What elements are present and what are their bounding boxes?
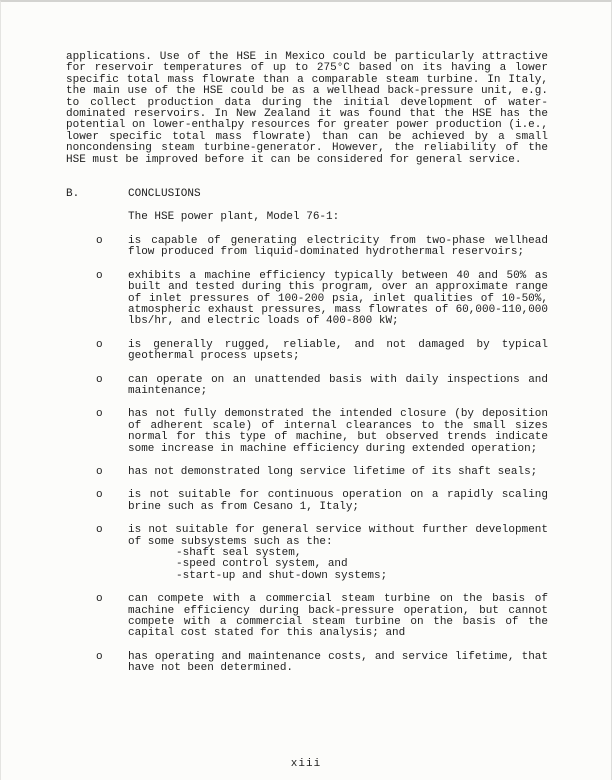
bullet-item (66, 236, 548, 259)
sub-item-list (176, 548, 548, 582)
bullet-marker: o (96, 269, 103, 282)
bullet-marker: o (96, 408, 103, 421)
intro-paragraph: applications. Use of the HSE in Mexico could be particularly attractive for reservoir temperatures of up to 275°C based on its having a lower specific total mass flowrate than a comparable steam turbine. In Italy, the main use of the HSE could be as a wellhead back-pressure unit, e.g. to collect production data during the initial development of water-dominated reservoirs. In New Zealand it was found that the HSE has the potential on lower-enthalpy resources for greater power production (i.e., lower specific total mass flowrate) than can be achieved by a small noncondensing steam turbine-generator. However, the reliability of the HSE must be improved before it can be considered for general service. (66, 51, 548, 166)
bullet-marker: o (96, 650, 103, 663)
section-heading (66, 189, 548, 200)
bullet-text: has not fully demonstrated the intended closure (by deposition of adherent scale) of internal clearances to the small sizes normal for this type of machine, but observed trends indicate some increase in machine efficiency during extended operation; (128, 408, 548, 455)
section-label: B. (66, 188, 80, 201)
sub-item: -speed control system, and (176, 558, 348, 571)
bullet-text: has operating and maintenance costs, and service lifetime, that have not been determined. (128, 650, 548, 675)
bullet-text (128, 525, 548, 582)
bullet-text: is capable of generating electricity from two-phase wellhead flow produced from liquid-dominated hydrothermal reservoirs; (128, 234, 548, 259)
page-content (66, 52, 548, 675)
bullet-marker: o (96, 373, 103, 386)
bullet-text: is generally rugged, reliable, and not damaged by typical geothermal process upsets; (128, 338, 548, 363)
bullet-item (66, 409, 548, 455)
bullet-text: is not suitable for continuous operation on a rapidly scaling brine such as from Cesano 1, Italy; (128, 489, 548, 513)
page-number: xiii (290, 758, 322, 770)
bullet-marker: o (96, 524, 103, 537)
bullet-marker: o (96, 234, 103, 247)
section-title: CONCLUSIONS (128, 188, 201, 201)
bullet-marker: o (96, 489, 103, 502)
bullet-marker: o (96, 593, 103, 606)
bullet-marker: o (96, 465, 103, 478)
bullet-item (66, 652, 548, 675)
bullet-item (66, 375, 548, 398)
bullet-item (66, 525, 548, 582)
bullet-item (66, 594, 548, 640)
bullet-item (66, 340, 548, 363)
bullet-text: has not demonstrated long service lifetime of its shaft seals; (128, 465, 538, 478)
lead-in-line: The HSE power plant, Model 76-1: (128, 211, 340, 224)
bullet-item (66, 467, 548, 478)
bullet-text: exhibits a machine efficiency typically between 40 and 50% as built and tested during this program, over an approximate range of inlet pressures of 100-200 psia, inlet qualities of 10-50%, atmospheric exhaust pressures, mass flowrates of 60,000-110,000 lbs/hr, and electric loads of 400-800 kW; (128, 269, 548, 328)
bullet-text: can compete with a commercial steam turbine on the basis of machine efficiency during back-pressure operation, but cannot compete with a commercial steam turbine on the basis of the capital cost stated for this analysis; and (128, 593, 548, 640)
bullet-marker: o (96, 338, 103, 351)
bullet-item (66, 490, 548, 513)
bullet-item (66, 271, 548, 328)
sub-item: -shaft seal system, (176, 547, 302, 559)
bullet-text: can operate on an unattended basis with daily inspections and maintenance; (128, 373, 548, 397)
bullet-text-main: is not suitable for general service without further development of some subsystems such as the: (128, 524, 548, 548)
sub-item: -start-up and shut-down systems; (176, 569, 388, 582)
